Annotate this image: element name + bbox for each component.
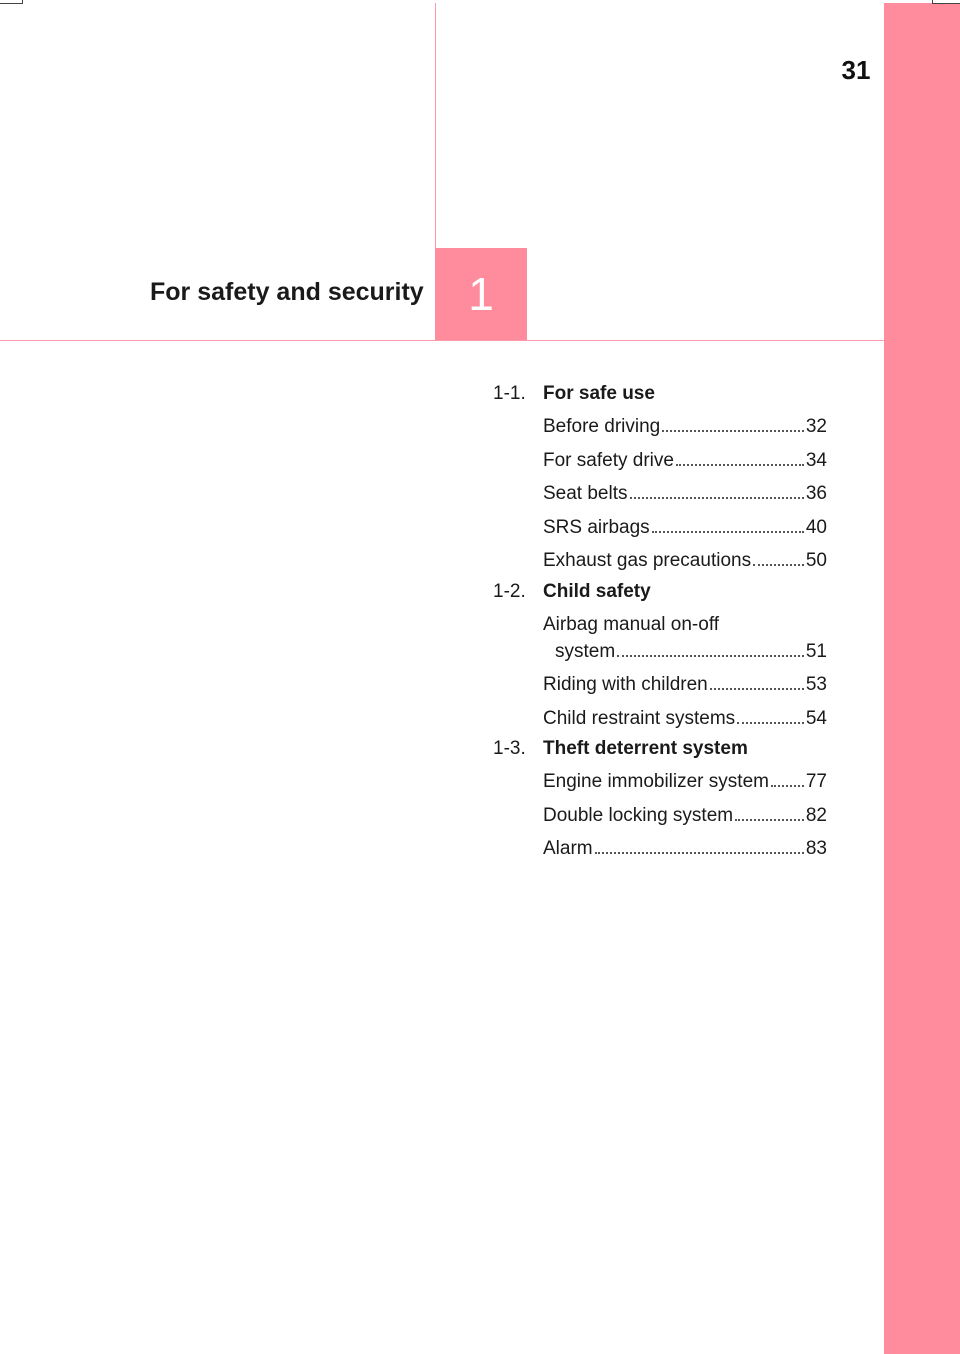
toc-entry-title: system — [555, 640, 616, 662]
chapter-number: 1 — [468, 268, 494, 320]
header-divider-horizontal — [0, 340, 884, 341]
toc-entry[interactable] — [543, 768, 827, 795]
toc-entry[interactable] — [543, 611, 827, 665]
table-of-contents — [493, 383, 827, 869]
toc-entry[interactable] — [543, 413, 827, 440]
toc-entry[interactable] — [543, 802, 827, 829]
toc-entry[interactable] — [543, 514, 827, 541]
dot-leader — [662, 430, 804, 432]
toc-section-heading[interactable] — [493, 383, 827, 413]
toc-entry-page: 40 — [805, 516, 827, 538]
toc-entry-page: 77 — [805, 771, 827, 792]
toc-entry-title: Riding with children — [543, 674, 708, 695]
header-divider-vertical — [435, 3, 436, 248]
dot-leader — [737, 722, 804, 724]
dot-leader — [630, 497, 804, 499]
toc-entry-page: 32 — [805, 416, 827, 437]
section-title: Child safety — [543, 580, 651, 602]
page-number: 31 — [841, 55, 871, 85]
toc-entry-title: Airbag manual on-off — [543, 613, 720, 635]
crop-mark-right — [932, 0, 960, 4]
toc-entry-title: Exhaust gas precautions — [543, 550, 752, 571]
toc-entry-title: SRS airbags — [543, 516, 650, 538]
toc-entry[interactable] — [543, 547, 827, 574]
side-tab — [884, 3, 960, 1354]
toc-entry-title: For safety drive — [543, 449, 674, 471]
crop-mark-left — [0, 0, 23, 4]
section-title: For safe use — [543, 383, 655, 404]
chapter-number-box — [435, 248, 527, 340]
toc-entry-title: Engine immobilizer system — [543, 771, 769, 792]
toc-section — [493, 738, 827, 862]
toc-entry-title: Seat belts — [543, 483, 628, 504]
toc-section — [493, 383, 827, 574]
toc-section-heading[interactable] — [493, 738, 827, 768]
section-number: 1-3. — [493, 738, 526, 759]
toc-entry[interactable] — [543, 671, 827, 698]
toc-entry-page: 83 — [805, 838, 827, 859]
toc-entry[interactable] — [543, 447, 827, 474]
toc-entry-page: 50 — [805, 550, 827, 571]
toc-section-heading[interactable] — [493, 581, 827, 611]
toc-entry-title: Alarm — [543, 838, 593, 859]
dot-leader — [735, 819, 804, 821]
toc-entry-title: Before driving — [543, 416, 661, 437]
section-title: Theft deterrent system — [543, 738, 748, 759]
dot-leader — [652, 531, 804, 533]
toc-entry[interactable] — [543, 480, 827, 507]
toc-entry-page: 82 — [805, 804, 827, 826]
toc-entry-page: 51 — [805, 640, 827, 662]
dot-leader — [595, 852, 804, 854]
toc-entry[interactable] — [543, 705, 827, 732]
toc-entry-page: 53 — [805, 674, 827, 695]
section-number: 1-2. — [493, 580, 526, 602]
toc-entry-page: 34 — [805, 449, 827, 471]
chapter-title: For safety and security — [150, 278, 424, 306]
dot-leader — [710, 688, 804, 690]
dot-leader — [617, 655, 804, 657]
dot-leader — [676, 464, 804, 466]
toc-entry[interactable] — [543, 835, 827, 862]
dot-leader — [771, 785, 804, 787]
toc-entry-title: Child restraint systems — [543, 707, 736, 729]
section-number: 1-1. — [493, 383, 526, 404]
dot-leader — [753, 564, 804, 566]
toc-section — [493, 581, 827, 732]
toc-entry-title: Double locking system — [543, 804, 734, 826]
toc-entry-page: 36 — [805, 483, 827, 504]
toc-entry-page: 54 — [805, 707, 827, 729]
